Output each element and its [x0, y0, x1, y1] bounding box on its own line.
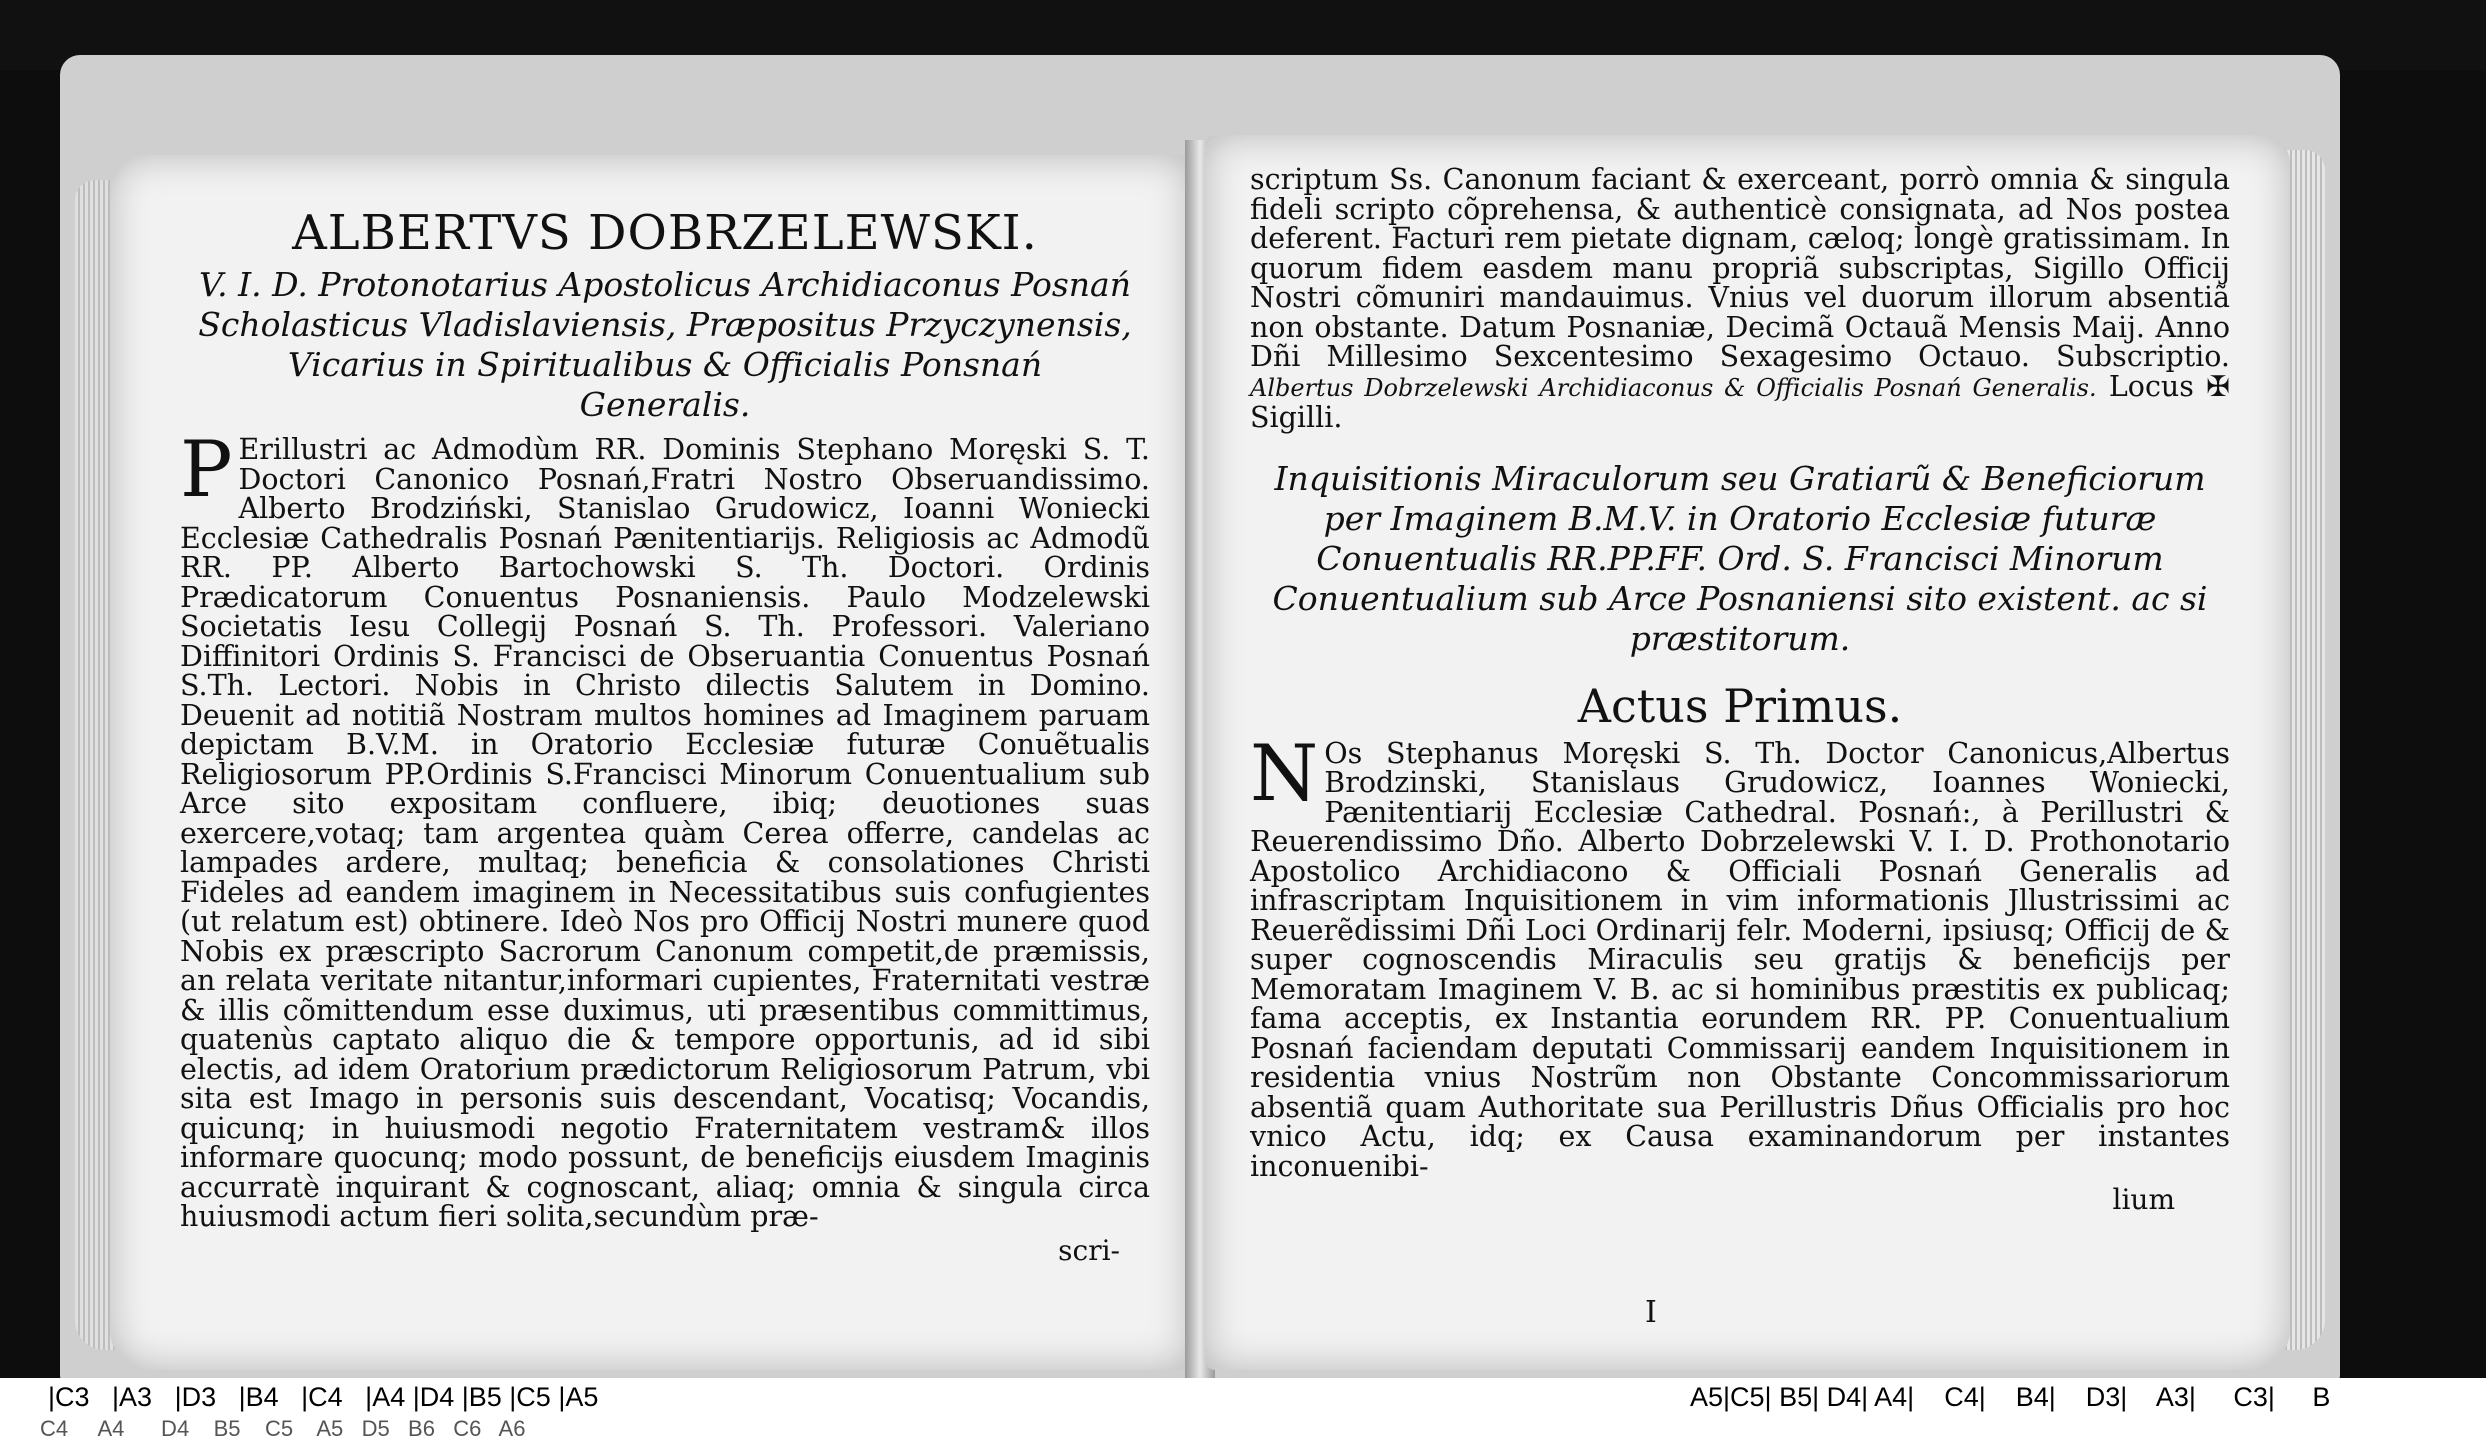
section-heading: Inquisitionis Miraculorum seu Gratiarũ & Beneficiorum per Imaginem B.M.V. in Oratorio Ecclesiæ futuræ Conuentualis RR.PP.FF. Ord. S. Francisci Minorum Conuentualium sub Arce Posnaniensi sito existent. ac si præstitorum.	[1272, 458, 2208, 658]
calibration-strip	[0, 1378, 2486, 1442]
body-paragraph	[1250, 165, 2230, 433]
left-page	[110, 155, 1190, 1370]
drop-cap: N	[1250, 728, 1319, 819]
catchword: lium	[2112, 1183, 2175, 1216]
act-heading: Actus Primus.	[1577, 678, 1903, 733]
right-page	[1205, 135, 2290, 1370]
subtitle-line: Scholasticus Vladislaviensis, Præpositus Przyczynensis,	[198, 305, 1132, 344]
body-text-top: scriptum Ss. Canonum faciant & exerceant, porrò omnia & singula fideli scripto cõprehensa, & authenticè consignata, ad Nos postea deferent. Facturi rem pietate dignam, cæloq; longè gratissimam. In quorum fidem easdem manu propriã subscriptas, Sigillo Officij Nostri cõmuniri mandauimus. Vnius vel duorum illorum absentiã non obstante. Datum Posnaniæ, Decimã Octauã Mensis Maij. Anno Dñi Millesimo Sexcentesimo Sexagesimo Octauo. Subscriptio.	[1250, 163, 2230, 373]
body-text: Os Stephanus Moręski S. Th. Doctor Canonicus,Albertus Brodzinski, Stanislaus Grudowicz, Ioannes Woniecki, Pænitentiarij Ecclesiæ Cathedral. Posnań:, à Perillustri & Reuerendissimo Dño. Alberto Dobrzelewski V. I. D. Prothonotario Apostolico Archidiacono & Officiali Posnań Generalis ad infrascriptam Inquisitionem in vim informationis Jllustrissimi ac Reuerẽdissimi Dñi Loci Ordinarij felr. Moderni, ipsiusq; Officij de & super cognoscendis Miraculis seu gratijs & beneficijs per Memoratam Imaginem V. B. ac si hominibus præstitis ex publicaq; fama acceptis, ex Instantia eorundem RR. PP. Conuentualium Posnań faciendam deputati Commissarij eandem Inquisitionem in residentia vnius Nostrũm non Obstante Concommissariorum absentiã quam Authoritate sua Perillustris Dñus Officialis pro hoc vnico Actu, idq; ex Causa examinandorum per instantes inconuenibi-	[1250, 736, 2230, 1183]
drop-cap: P	[180, 425, 233, 515]
seal-note: Locus ✠ Sigilli.	[1250, 369, 2231, 434]
body-text	[1250, 165, 2230, 433]
calibration-labels-right: A5|C5| B5| D4| A4| C4| B4| D3| A3| C3| B	[1690, 1382, 2331, 1412]
signature: Albertus Dobrzelewski Archidiaconus & Officialis Posnań Generalis.	[1250, 373, 2097, 402]
subtitle	[180, 265, 1150, 425]
body-text: Erillustri ac Admodùm RR. Dominis Stephano Moręski S. T. Doctori Canonico Posnań,Fratri Nostro Obseruandissimo. Alberto Brodziński, Stanislao Grudowicz, Ioanni Woniecki Ecclesiæ Cathedralis Posnań Pænitentiarijs. Religiosis ac Admodũ RR. PP. Alberto Bartochowski S. Th. Doctori. Ordinis Prædicatorum Conuentus Posnaniensis. Paulo Modzelewski Societatis Iesu Collegij Posnań S. Th. Professori. Valeriano Diffinitori Ordinis S. Francisci de Obseruantia Conuentus Posnań S.Th. Lectori. Nobis in Christo dilectis Salutem in Domino. Deuenit ad notitiã Nostram multos homines ad Imaginem paruam depictam B.V.M. in Oratorio Ecclesiæ futuræ Conuẽtualis Religiosorum PP.Ordinis S.Francisci Minorum Conuentualium sub Arce sito expositam confluere, ibiq; deuotiones suas exercere,votaq; tam argentea quàm Cerea offerre, candelas ac lampades ardere, multaq; beneficia & consolationes Christi Fideles ad eandem imaginem in Necessitatibus suis confugientes (ut relatum est) obtinere. Ideò Nos pro Officij Nostri munere quod Nobis ex præscripto Sacrorum Canonum competit,de præmissis, an relata veritate nitantur,informari cupientes, Fraternitati vestræ & illis cõmittendum esse duximus, uti præsentibus committimus, quatenùs captato aliquo die & tempore opportunis, ad id sibi electis, ad idem Oratorium prædictorum Religiosorum Patrum, vbi sita est Imago in personis suis descendant, Vocatisq; Vocandis, quicunq; in huiusmodi negotio Fraternitatem vestram& illos informare quocunq; modo possunt, de beneficijs eiusdem Imaginis accurratè inquirant & cognoscant, aliaq; omnia & singula circa huiusmodi actum fieri solita,secundùm præ-	[180, 433, 1150, 1233]
right-page-edges	[2285, 150, 2325, 1350]
calibration-labels-left: |C3 |A3 |D3 |B4 |C4 |A4 |D4 |B5 |C5 |A5	[48, 1382, 599, 1412]
subtitle-line: Vicarius in Spiritualibus & Officialis Ponsnań	[287, 345, 1043, 384]
calibration-labels-lower: C4 A4 D4 B5 C5 A5 D5 B6 C6 A6	[40, 1416, 526, 1441]
catchword: scri-	[1058, 1233, 1120, 1267]
left-page-edges	[75, 180, 115, 1350]
subtitle-line: V. I. D. Protonotarius Apostolicus Archidiaconus Posnań	[199, 265, 1131, 304]
page-title: ALBERTVS DOBRZELEWSKI.	[292, 205, 1038, 261]
body-paragraph	[180, 425, 1150, 1233]
signature-mark: I	[1645, 1295, 1657, 1330]
subtitle-line: Generalis.	[579, 385, 751, 424]
body-paragraph	[1250, 728, 2230, 1183]
